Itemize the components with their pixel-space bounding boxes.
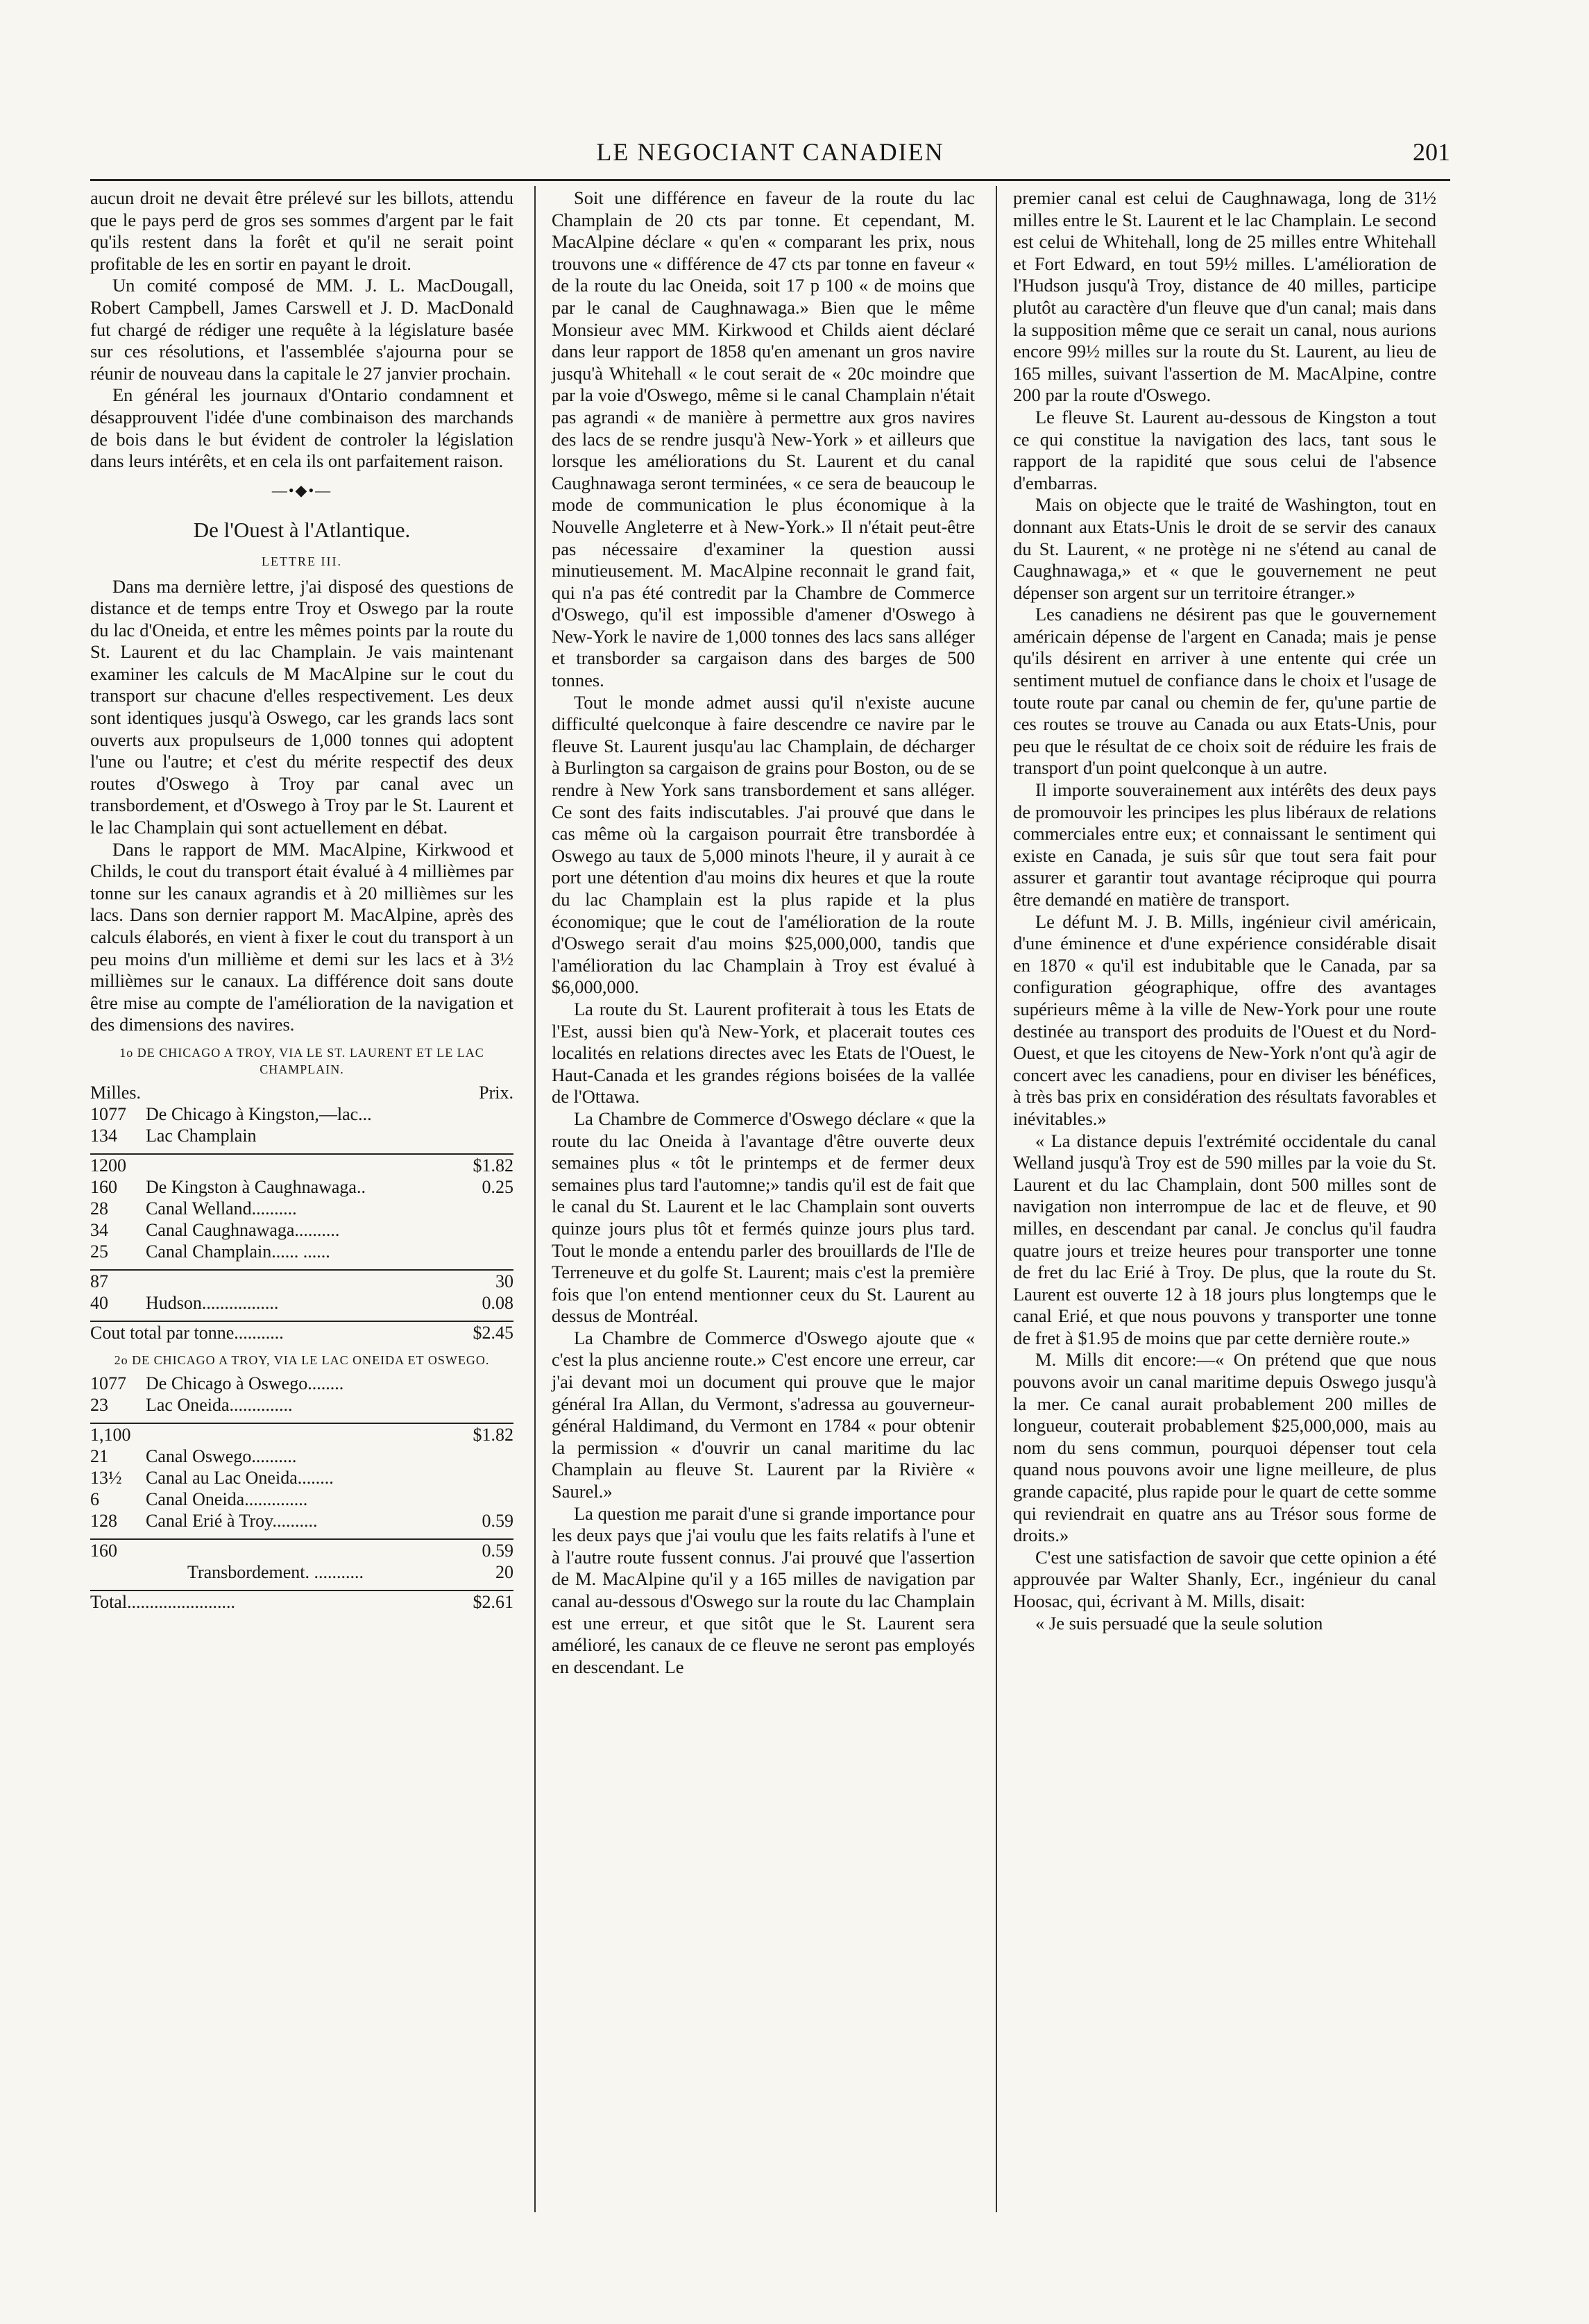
paragraph: Les canadiens ne désirent pas que le gouvernement américain dépense de l'argent en Canada; mais je pense qu'ils désirent en arriver à une entente qui crée un sentiment mutuel de confiance dans le choix et l'usage de toute route par canal ou chemin de fer, qu'une partie de ces routes se trouve au Canada ou aux Etats-Unis, pour peu que le résultat de ce choix soit de réduire les frais de transport d'un point quelconque à un autre. bbox=[1013, 604, 1436, 779]
table-row bbox=[90, 1394, 513, 1416]
column-header-miles: Milles. bbox=[90, 1082, 141, 1103]
label-cell: Canal Champlain...... ...... bbox=[146, 1241, 330, 1262]
table-cell bbox=[146, 1082, 458, 1103]
price-cell bbox=[458, 1125, 513, 1146]
masthead bbox=[90, 137, 1450, 179]
total-row bbox=[90, 1321, 513, 1343]
price-cell bbox=[458, 1373, 513, 1394]
miles-cell: 34 bbox=[90, 1219, 108, 1240]
miles-cell bbox=[90, 1561, 146, 1583]
table-header-row bbox=[90, 1082, 513, 1103]
price-cell bbox=[458, 1103, 513, 1125]
price-cell: 20 bbox=[495, 1561, 513, 1582]
paragraph: « Je suis persuadé que la seule solution bbox=[1035, 1612, 1323, 1634]
price-cell: 0.25 bbox=[482, 1176, 513, 1197]
section-ornament: —•◆•— bbox=[271, 481, 332, 499]
table-row bbox=[90, 1292, 513, 1314]
label-cell: Canal Oneida.............. bbox=[146, 1488, 308, 1509]
label-cell bbox=[146, 1423, 458, 1445]
price-cell bbox=[458, 1467, 513, 1488]
publication-title: LE NEGOCIANT CANADIEN bbox=[596, 138, 944, 166]
paragraph: M. Mills dit encore:—« On prétend que que nous pouvons avoir un canal maritime depuis Oswego jusqu'à la mer. Ce canal aurait probablement 200 milles de longueur, couterait probablement $25,000,000, mais au nom du sens commun, pourquoi dépenser tout cela quand nous pouvons avoir une ligne meilleure, de plus grande capacité, plus rapide pour le quart de cette somme qui reviendrait en quatre ans au Trésor sous forme de droits.» bbox=[1013, 1349, 1436, 1546]
column-header-price: Prix. bbox=[479, 1082, 513, 1103]
table-heading: 1o DE CHICAGO A TROY, VIA LE ST. LAURENT ET LE LAC CHAMPLAIN. bbox=[119, 1045, 484, 1076]
table-row bbox=[90, 1125, 513, 1146]
paragraph: « La distance depuis l'extrémité occidentale du canal Welland jusqu'à Troy est de 590 milles par la voie du St. Laurent et du lac Champlain, dont 500 milles sont de navigation non interrompue de lac et de fleuve, et 90 milles, en descendant par canal. Je conclus qu'il faudra quatre jours et treize heures pour transporter une tonne de fret du lac Erié à Troy. De plus, que la route du St. Laurent est ouverte 12 à 18 jours plus longtemps que le canal Erié, et que nous pouvons y transporter une tonne de fret à $1.95 de moins que par cette dernière route.» bbox=[1013, 1130, 1436, 1348]
column-3 bbox=[1013, 187, 1436, 1634]
price-cell bbox=[458, 1445, 513, 1467]
label-cell: Canal Caughnawaga.......... bbox=[146, 1219, 340, 1240]
price-cell: $1.82 bbox=[458, 1154, 513, 1176]
price-cell: 30 bbox=[458, 1270, 513, 1292]
table-row bbox=[90, 1510, 513, 1532]
table-row bbox=[90, 1373, 513, 1394]
header-rule bbox=[90, 179, 1450, 181]
label-cell: Canal Oswego.......... bbox=[146, 1445, 297, 1466]
label-cell: Lac Oneida.............. bbox=[146, 1394, 293, 1415]
label-cell: Cout total par tonne........... bbox=[90, 1321, 458, 1343]
label-cell: Lac Champlain bbox=[146, 1125, 257, 1146]
label-cell: De Chicago à Oswego........ bbox=[146, 1373, 344, 1393]
price-cell: 0.59 bbox=[458, 1539, 513, 1561]
subtotal-row bbox=[90, 1539, 513, 1561]
label-cell bbox=[146, 1154, 458, 1176]
label-cell: Hudson................. bbox=[146, 1292, 279, 1313]
paragraph: Tout le monde admet aussi qu'il n'existe aucune difficulté quelconque à faire descendre ce navire par le fleuve St. Laurent jusqu'au lac Champlain, de décharger à Burlington sa cargaison de grains pour Boston, ou de se rendre à New York sans transbordement et sans alléger. Ce sont des faits indiscutables. J'ai prouvé que dans le cas même où la cargaison pourrait être transbordée à Oswego au taux de 5,000 minots l'heure, il y aurait à ce port une détention d'au moins dix heures et que la route du lac Champlain est la plus rapide et la plus économique; que le cout de l'amélioration de la route d'Oswego serait d'au moins $25,000,000, tandis que l'amélioration du lac Champlain à Troy est évalué à $6,000,000. bbox=[552, 691, 975, 998]
miles-cell: 134 bbox=[90, 1125, 117, 1146]
miles-cell: 128 bbox=[90, 1510, 117, 1531]
subtotal-row bbox=[90, 1270, 513, 1292]
miles-cell: 21 bbox=[90, 1445, 108, 1466]
paragraph: Le fleuve St. Laurent au-dessous de Kingston a tout ce qui constitue la navigation des lacs, tant sous le rapport de la rapidité que sous celui de l'absence d'embarras. bbox=[1013, 406, 1436, 493]
paragraph: En général les journaux d'Ontario condamnent et désapprouvent l'idée d'une combinaison des marchands de bois dans le but évident de controler la législation dans leurs intérêts, et en cela ils ont parfaitement raison. bbox=[90, 384, 513, 472]
column-2 bbox=[552, 187, 975, 1678]
table-row bbox=[90, 1561, 513, 1583]
label-cell: De Chicago à Kingston,—lac... bbox=[146, 1103, 372, 1124]
column-divider bbox=[996, 186, 997, 2212]
table-heading: 2o DE CHICAGO A TROY, VIA LE LAC ONEIDA ET OSWEGO. bbox=[114, 1352, 490, 1367]
miles-cell: 87 bbox=[90, 1270, 146, 1292]
miles-cell: 13½ bbox=[90, 1467, 122, 1488]
miles-cell: 1200 bbox=[90, 1154, 146, 1176]
paragraph: premier canal est celui de Caughnawaga, long de 31½ milles entre le St. Laurent et le lac Champlain. Le second est celui de Whitehall, long de 25 milles entre Whitehall et Fort Edward, en tout 59½ milles. L'amélioration de l'Hudson jusqu'à Troy, distance de 40 milles, participe plutôt au caractère d'un fleuve que d'un canal; mais dans la supposition même que ce serait un canal, nous aurions encore 99½ milles sur la route du St. Laurent, au lieu de 165 milles, suivant l'assertion de M. MacAlpine, contre 200 par la route d'Oswego. bbox=[1013, 187, 1436, 406]
paragraph: Le défunt M. J. B. Mills, ingénieur civil américain, d'une éminence et d'une expérience considérable disait en 1870 « qu'il est indubitable que le Canada, par sa configuration géographique, offre des avantages supérieurs même à la ville de New-York pour une route destinée au transport des produits de l'Ouest et du Nord-Ouest, et que les citoyens de New-York n'ont qu'à agir de concert avec les canadiens, pour en diviser les bénéfices, à très bas prix en considération des résultats favorables et inévitables.» bbox=[1013, 910, 1436, 1129]
miles-cell: 6 bbox=[90, 1488, 99, 1509]
miles-cell: 25 bbox=[90, 1241, 108, 1262]
miles-cell: 23 bbox=[90, 1394, 108, 1415]
paragraph: Un comité composé de MM. J. L. MacDougall, Robert Campbell, James Carswell et J. D. MacDonald fut chargé de rédiger une requête à la législature basée sur ces résolutions, et l'assemblée s'ajourna pour se réunir de nouveau dans la capitale le 27 janvier prochain. bbox=[90, 275, 513, 384]
label-cell: Transbordement. ........... bbox=[187, 1561, 364, 1582]
label-cell: De Kingston à Caughnawaga.. bbox=[146, 1176, 366, 1197]
article-title: De l'Ouest à l'Atlantique. bbox=[193, 518, 411, 543]
miles-cell: 160 bbox=[90, 1176, 117, 1197]
table-row bbox=[90, 1198, 513, 1219]
paragraph: C'est une satisfaction de savoir que cette opinion a été approuvée par Walter Shanly, Ecr., ingénieur du canal Hoosac, qui, écrivant à M. Mills, disait: bbox=[1013, 1546, 1436, 1611]
paragraph: Il importe souverainement aux intérêts des deux pays de promouvoir les principes les plus libéraux de relations commerciales entre eux; et connaissant le sentiment qui existe en Canada, je suis sûr que tout sera fait pour assurer et garantir tout avantage réciproque qui pourra être demandé en matière de transport. bbox=[1013, 779, 1436, 910]
page-number: 201 bbox=[1413, 138, 1450, 166]
price-cell: $2.45 bbox=[458, 1321, 513, 1343]
table-row bbox=[90, 1219, 513, 1241]
paragraph: La route du St. Laurent profiterait à tous les Etats de l'Est, aussi bien qu'à New-York, et placerait toutes ces localités en relations directes avec les Etats de l'Ouest, le Haut-Canada et les grandes régions boisées de la vallée de l'Ottawa. bbox=[552, 998, 975, 1108]
paragraph: aucun droit ne devait être prélevé sur les billots, attendu que le pays perd de gros ses sommes d'argent par le fait qu'ils restent dans la forêt et qu'il ne serait point profitable de les en sortir en payant le droit. bbox=[90, 187, 513, 274]
letter-number: LETTRE III. bbox=[262, 554, 342, 568]
miles-cell: 1077 bbox=[90, 1373, 126, 1393]
price-cell: $1.82 bbox=[458, 1423, 513, 1445]
table-row bbox=[90, 1445, 513, 1467]
paragraph: Dans le rapport de MM. MacAlpine, Kirkwood et Childs, le cout du transport était évalué à 4 millièmes par tonne sur les canaux agrandis et à 20 millièmes sur les lacs. Dans son dernier rapport M. MacAlpine, après des calculs élaborés, en vient à fixer le cout du transport à un peu moins d'un millième et demi sur les lacs et à 3½ millièmes sur le canaux. La différence doit sans doute être mise au compte de l'amélioration de la navigation et des dimensions des navires. bbox=[90, 838, 513, 1035]
label-cell bbox=[146, 1539, 458, 1561]
price-cell: $2.61 bbox=[458, 1591, 513, 1613]
miles-cell: 160 bbox=[90, 1539, 146, 1561]
miles-cell: 28 bbox=[90, 1198, 108, 1219]
price-cell bbox=[458, 1241, 513, 1262]
price-cell bbox=[458, 1219, 513, 1241]
price-cell bbox=[458, 1394, 513, 1416]
paragraph: Soit une différence en faveur de la route du lac Champlain de 20 cts par tonne. Et cependant, M. MacAlpine déclare « qu'en « comparant les prix, nous trouvons une « différence de 47 cts par tonne en faveur « de la route du lac Oneida, soit 17 p 100 « de moins que par le canal de Caughnawaga.» Bien que le même Monsieur avec MM. Kirkwood et Childs aient déclaré dans leur rapport de 1858 qu'en amenant un gros navire jusqu'à Whitehall « le cout serait de « 20c moindre que par la voie d'Oswego, même si le canal Champlain n'était pas agrandi « de manière à permettre aux gros navires des lacs de se rendre jusqu'à New-York » et ailleurs que lorsque les améliorations du St. Laurent et du canal Caughnawaga seront terminées, « ce sera de beaucoup le mode de communication le plus économique à la Nouvelle Angleterre et à New-York.» Il n'était peut-être pas nécessaire d'examiner la question aussi minutieusement. M. MacAlpine reconnait le grand fait, qui n'a pas été contredit par la Chambre de Commerce d'Oswego, qu'il est impossible d'amener d'Oswego à New-York le navire de 1,000 tonnes des lacs sans alléger et transborder sa cargaison dans des barges de 500 tonnes. bbox=[552, 187, 975, 691]
cost-table-st-laurent bbox=[90, 1082, 513, 1343]
subtotal-row bbox=[90, 1154, 513, 1176]
miles-cell: 40 bbox=[90, 1292, 108, 1313]
column-1 bbox=[90, 187, 513, 1613]
miles-cell: 1,100 bbox=[90, 1423, 146, 1445]
paragraph: Mais on objecte que le traité de Washington, tout en donnant aux Etats-Unis le droit de se servir des canaux du St. Laurent, « ne protège ni ne s'étend au canal de Caughnawaga,» et « que le gouvernement ne peut dépenser son argent sur un territoire étranger.» bbox=[1013, 494, 1436, 603]
label-cell bbox=[146, 1270, 458, 1292]
price-cell: 0.59 bbox=[482, 1510, 513, 1531]
table-row bbox=[90, 1103, 513, 1125]
label-cell: Canal Erié à Troy.......... bbox=[146, 1510, 318, 1531]
price-cell bbox=[458, 1198, 513, 1219]
table-row bbox=[90, 1176, 513, 1198]
paragraph: La Chambre de Commerce d'Oswego ajoute que « c'est la plus ancienne route.» C'est encore une erreur, car j'ai devant moi un document qui prouve que le major général Ira Allan, du Vermont, s'adressa au gouverneur-général Haldimand, du Vermont en 1784 « pour obtenir la permission « d'ouvrir un canal maritime du lac Champlain au fleuve St. Laurent par la Rivière « Saurel.» bbox=[552, 1327, 975, 1502]
column-divider bbox=[534, 186, 536, 2212]
subtotal-row bbox=[90, 1423, 513, 1445]
paragraph: Dans ma dernière lettre, j'ai disposé des questions de distance et de temps entre Troy et Oswego par la route du lac d'Oneida, et entre les mêmes points par la route du St. Laurent et du lac Champlain. Je vais maintenant examiner les calculs de M MacAlpine sur le cout du transport sur chacune d'elles respectivement. Les deux sont identiques jusqu'à Oswego, car les grands lacs sont ouverts aux propulseurs de 1,000 tonnes qui adoptent l'une ou l'autre; et c'est du mérite respectif des deux routes d'Oswego à Troy par canal avec un transbordement, et d'Oswego à Troy par le St. Laurent et le lac Champlain qui sont actuellement en débat. bbox=[90, 575, 513, 838]
cost-table-oneida bbox=[90, 1373, 513, 1613]
paragraph: La question me parait d'une si grande importance pour les deux pays que j'ai voulu que les faits relatifs à l'une et à l'autre route fussent connus. J'ai prouvé que l'assertion de M. MacAlpine qu'il y a 165 milles de navigation par canal au-dessous d'Oswego sur la route du lac Champlain est une erreur, et que sitôt que le St. Laurent sera amélioré, les canaux de ce fleuve ne seront pas employés en descendant. Le bbox=[552, 1502, 975, 1677]
table-row bbox=[90, 1488, 513, 1510]
table-row bbox=[90, 1467, 513, 1488]
miles-cell: 1077 bbox=[90, 1103, 126, 1124]
label-cell: Canal Welland.......... bbox=[146, 1198, 297, 1219]
table-row bbox=[90, 1241, 513, 1262]
price-cell: 0.08 bbox=[482, 1292, 513, 1313]
paragraph: La Chambre de Commerce d'Oswego déclare « que la route du lac Oneida à l'avantage d'être ouverte deux semaines plus « tôt le printemps et de fermer deux semaines plus tard l'automne;» tandis qu'il est de fait que le canal du St. Laurent et le lac Champlain sont ouverts quinze jours plus tôt et fermés quinze jours plus tard. Tout le monde a entendu parler des brouillards de l'Ile de Terreneuve et du golfe St. Laurent; mais c'est la première fois que l'on entend mentionner ceux du St. Laurent au dessus de Montréal. bbox=[552, 1108, 975, 1327]
label-cell: Canal au Lac Oneida........ bbox=[146, 1467, 334, 1488]
total-row bbox=[90, 1591, 513, 1613]
label-cell: Total........................ bbox=[90, 1591, 458, 1613]
price-cell bbox=[458, 1488, 513, 1510]
